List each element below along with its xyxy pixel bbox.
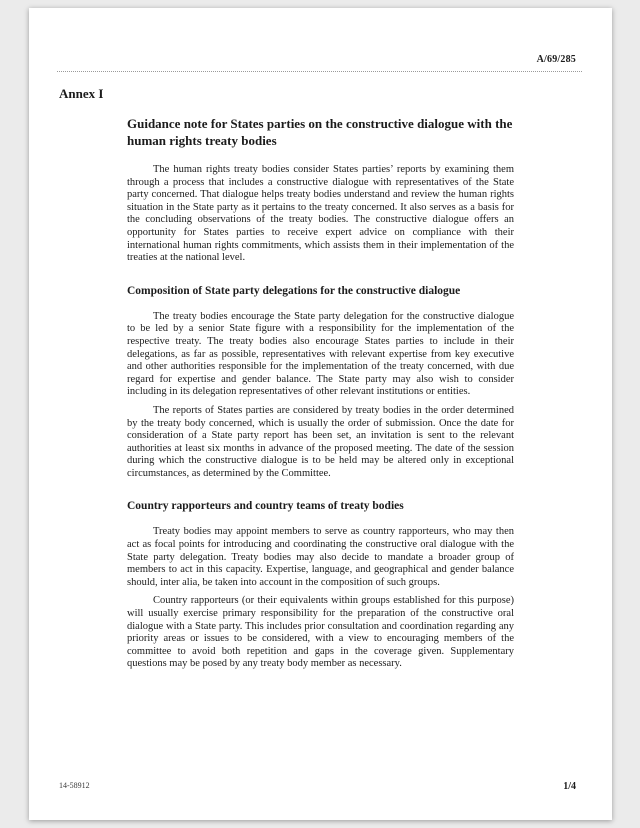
paragraph: The treaty bodies encourage the State party delegation for the constructive dialogue to be led by a senior State figure with a responsibility for the implementation of the respective treaty. The treaty bodies also encourage States parties to include in their delegations, as far as possible, representatives with relevant expertise from key executive and other authorities responsible for the implementation of the treaty concerned, with due regard for expertise and gender balance. The State party may also wish to consider including in its delegation representatives of other relevant institutions or entities. <box>127 310 514 398</box>
paragraph: Country rapporteurs (or their equivalents within groups established for this purpose) will usually exercise primary responsibility for the preparation of the constructive oral dialogue with a State party. This includes prior consultation and coordination regarding any priority areas or issues to be considered, with a view to encouraging members of the committee to avoid both repetition and gaps in the coverage given. Supplementary questions may be posed by any treaty body member as necessary. <box>127 595 514 670</box>
document-title: Guidance note for States parties on the constructive dialogue with the human rights treaty bodies <box>127 116 513 148</box>
footer-page-number: 1/4 <box>563 781 576 792</box>
annex-heading: Annex I <box>59 86 104 101</box>
doc-symbol: A/69/285 <box>536 54 576 65</box>
header-divider <box>57 71 582 72</box>
document-page <box>29 8 612 820</box>
paragraph: The reports of States parties are considered by treaty bodies in the order determined by the treaty body concerned, which is usually the order of submission. Once the date for consideration of a State party report has been set, an invitation is sent to the relevant authorities at least six months in advance of the proposed meeting. The date of the session during which the constructive dialogue is to be held may be altered only in exceptional circumstances, as determined by the Committee. <box>127 404 514 479</box>
intro-paragraph: The human rights treaty bodies consider States parties’ reports by examining them through a process that includes a constructive dialogue with representatives of the State party concerned. That dialogue helps treaty bodies understand and review the human rights situation in the State party as it pertains to the treaty concerned. It also serves as a basis for the concluding observations of the treaty bodies. The constructive dialogue offers an opportunity for States parties to receive expert advice on compliance with their international human rights commitments, which assists them in their implementation of the treaties at the national level. <box>127 164 514 264</box>
document-body <box>127 116 514 677</box>
section-heading-rapporteurs: Country rapporteurs and country teams of treaty bodies <box>127 500 404 513</box>
footer-doc-number: 14-58912 <box>59 781 90 790</box>
paragraph: Treaty bodies may appoint members to serve as country rapporteurs, who may then act as focal points for introducing and coordinating the constructive oral dialogue with the State party delegation. Treaty bodies may also decide to mandate a broader group of members to act in this capacity. Expertise, language, and geographical and gender balance should, inter alia, be taken into account in the composition of such groups. <box>127 526 514 588</box>
section-heading-composition: Composition of State party delegations for the constructive dialogue <box>127 284 461 297</box>
